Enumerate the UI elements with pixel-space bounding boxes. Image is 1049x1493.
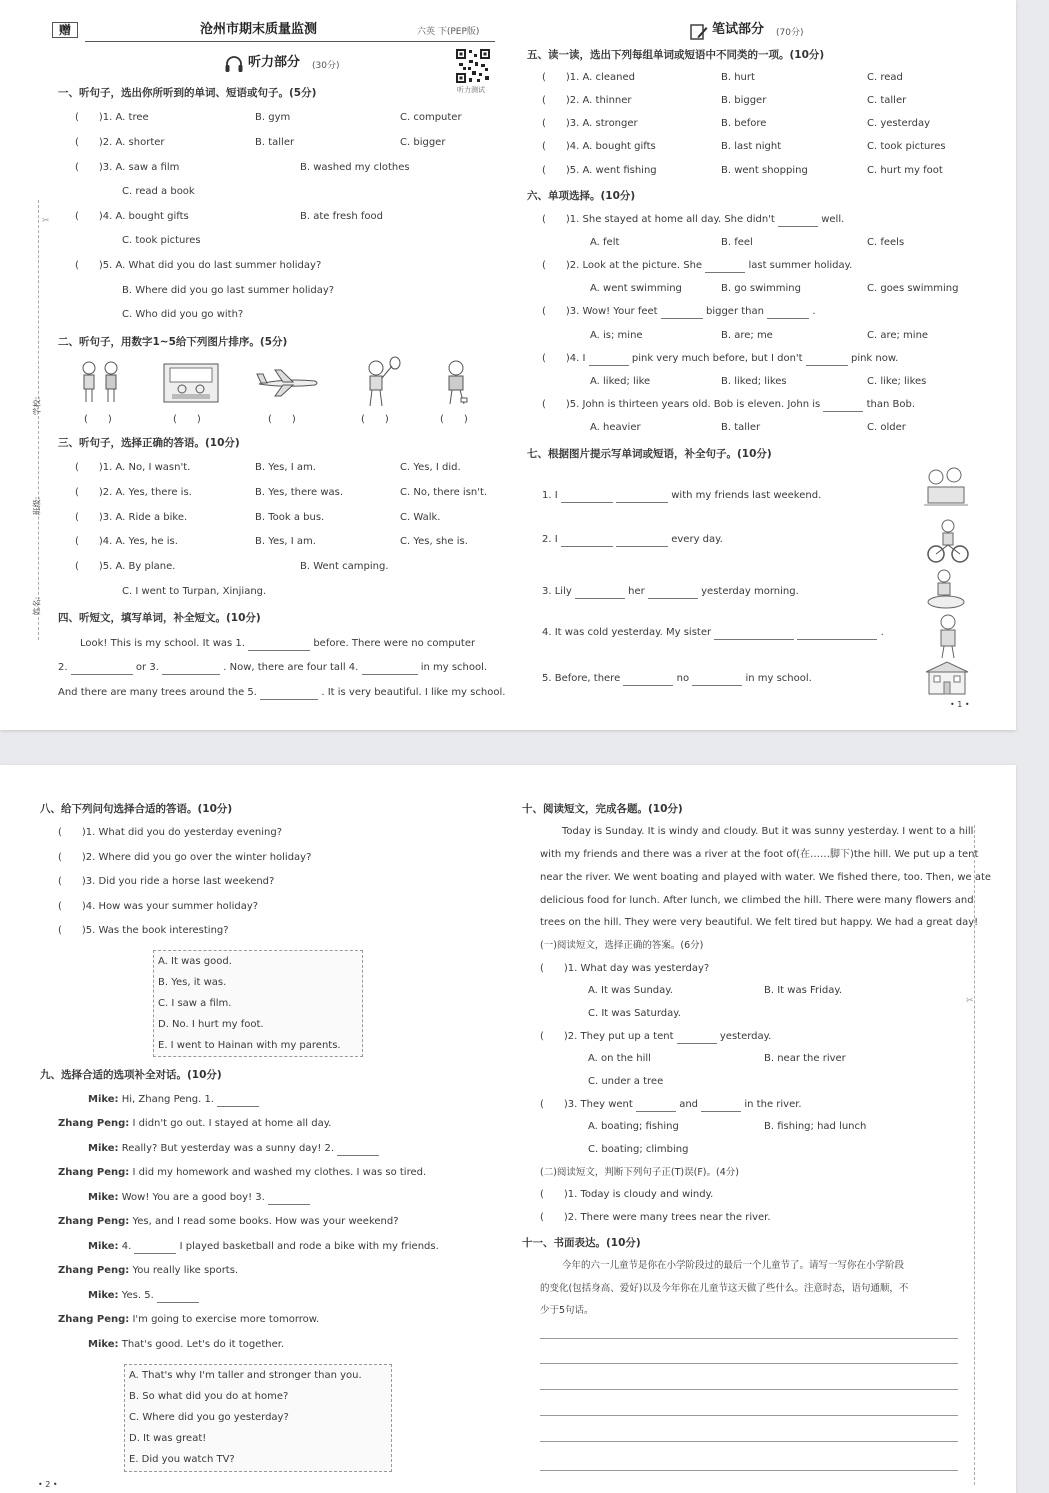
q5-3-b[interactable]: B. before xyxy=(721,118,767,129)
question-text: and xyxy=(679,1099,699,1110)
line-text: Hi, Zhang Peng. 1. xyxy=(121,1094,214,1105)
option-c: C. I saw a film. xyxy=(158,998,232,1009)
qr-caption: 听力测试 xyxy=(457,86,485,94)
q10-1-a[interactable]: A. It was Sunday. xyxy=(588,985,673,996)
binding-line-right xyxy=(974,825,975,1485)
blank-1[interactable] xyxy=(248,638,310,651)
section-9-heading: 九、选择合适的选项补全对话。(10分) xyxy=(40,1069,222,1081)
q7-3 xyxy=(542,586,799,599)
cloze-text: 2. xyxy=(58,662,68,673)
line-text: Really? But yesterday was a sunny day! 2. xyxy=(121,1143,335,1154)
blank[interactable] xyxy=(701,1099,741,1112)
order-bracket-5[interactable]: ( ) xyxy=(440,414,468,425)
line-text: I played basketball and rode a bike with my friends. xyxy=(179,1241,439,1252)
question-text: pink now. xyxy=(850,353,899,364)
qr-code[interactable] xyxy=(455,48,491,88)
q3-2-c[interactable]: C. No, there isn't. xyxy=(400,487,488,498)
section-3-heading: 三、听句子，选择正确的答语。(10分) xyxy=(58,437,240,449)
q8-1[interactable]: ( )1. What did you do yesterday evening? xyxy=(58,827,283,838)
q3-5-b[interactable]: B. Went camping. xyxy=(300,561,389,572)
q1-4-a[interactable]: ( )4. A. bought gifts xyxy=(75,211,189,222)
writing-title: 笔试部分 xyxy=(712,22,765,37)
cut-mark-icon: ✂ xyxy=(42,216,50,226)
item-text: 5. Before, there xyxy=(542,673,621,684)
q5-4-c[interactable]: C. took pictures xyxy=(867,141,946,152)
blank[interactable] xyxy=(157,1290,199,1303)
option-d: D. It was great! xyxy=(129,1433,207,1444)
q6-4-c[interactable]: C. like; likes xyxy=(867,376,927,387)
writing-line[interactable] xyxy=(540,1363,958,1364)
line-text: You really like sports. xyxy=(132,1265,239,1276)
q3-1-b[interactable]: B. Yes, I am. xyxy=(255,462,316,473)
question-text: ( )5. John is thirteen years old. Bob is eleven. John is xyxy=(542,399,821,410)
q6-5-b[interactable]: B. taller xyxy=(721,422,761,433)
q10-3-a[interactable]: A. boating; fishing xyxy=(588,1121,679,1132)
q10-3-b[interactable]: B. fishing; had lunch xyxy=(764,1121,867,1132)
q1-2-b[interactable]: B. taller xyxy=(255,137,295,148)
cloze-text: or 3. xyxy=(135,662,159,673)
q5-2-a[interactable]: ( )2. A. thinner xyxy=(542,95,632,106)
dialogue-line-5 xyxy=(88,1192,310,1205)
question-text: ( )3. Wow! Your feet xyxy=(542,306,658,317)
header-rule xyxy=(85,41,495,42)
order-bracket-4[interactable]: ( ) xyxy=(361,414,389,425)
tf-2[interactable]: ( )2. There were many trees near the river. xyxy=(540,1212,771,1223)
passage-line-2: with my friends and there was a river at the foot of(在……脚下)the hill. We put up a tent xyxy=(540,849,979,860)
q7-2 xyxy=(542,534,723,547)
question-text: last summer holiday. xyxy=(748,260,853,271)
question-text: ( )1. She stayed at home all day. She didn't xyxy=(542,214,775,225)
blank[interactable] xyxy=(623,673,673,686)
cloze-text: before. There were no computer xyxy=(313,638,476,649)
q3-1-c[interactable]: C. Yes, I did. xyxy=(400,462,461,473)
school-building-picture xyxy=(924,660,970,700)
q10-2-c[interactable]: C. under a tree xyxy=(588,1076,664,1087)
option-a: A. That's why I'm taller and stronger than you. xyxy=(129,1370,362,1381)
item-text: with my friends last weekend. xyxy=(671,490,822,501)
q10-3-c[interactable]: C. boating; climbing xyxy=(588,1144,689,1155)
passage-line-3: near the river. We went boating and played with water. We fished there, too. Then, we ate xyxy=(540,872,992,883)
exam-title: 沧州市期末质量监测 xyxy=(200,22,318,37)
margin-label-school: 学校: xyxy=(32,396,42,416)
blank[interactable] xyxy=(797,627,877,640)
order-bracket-3[interactable]: ( ) xyxy=(268,414,296,425)
speaker: Mike: xyxy=(88,1094,119,1105)
section-1-heading: 一、听句子，选出你所听到的单词、短语或句子。(5分) xyxy=(58,87,317,99)
exam-page-2 xyxy=(0,765,1016,1493)
writing-line[interactable] xyxy=(540,1415,958,1416)
question-text: . xyxy=(812,306,816,317)
speaker: Mike: xyxy=(88,1339,119,1350)
margin-label-class: 班级: xyxy=(32,496,42,516)
speaker: Zhang Peng: xyxy=(58,1265,130,1276)
blank[interactable] xyxy=(823,399,863,412)
option-a: A. It was good. xyxy=(158,956,232,967)
dialogue-line-1 xyxy=(88,1094,259,1107)
q5-4-a[interactable]: ( )4. A. bought gifts xyxy=(542,141,656,152)
injured-boy-picture xyxy=(440,358,476,410)
option-b: B. Yes, it was. xyxy=(158,977,227,988)
speaker: Zhang Peng: xyxy=(58,1216,130,1227)
question-text: ( )4. I xyxy=(542,353,586,364)
passage-line-1: Today is Sunday. It is windy and cloudy. But it was sunny yesterday. I went to a hill xyxy=(562,826,974,837)
item-text: 2. I xyxy=(542,534,558,545)
writing-line[interactable] xyxy=(540,1389,958,1390)
q8-2[interactable]: ( )2. Where did you go over the winter holiday? xyxy=(58,852,312,863)
blank-5[interactable] xyxy=(260,687,318,700)
q1-1-c[interactable]: C. computer xyxy=(400,112,462,123)
question-text: ( )2. They put up a tent xyxy=(540,1031,674,1042)
classroom-picture xyxy=(162,362,220,408)
q3-1-a[interactable]: ( )1. A. No, I wasn't. xyxy=(75,462,191,473)
question-text: well. xyxy=(821,214,845,225)
friends-picnic-picture xyxy=(922,465,970,513)
q5-1-c[interactable]: C. read xyxy=(867,72,903,83)
order-bracket-2[interactable]: ( ) xyxy=(173,414,201,425)
speaker: Zhang Peng: xyxy=(58,1118,130,1129)
q3-2-a[interactable]: ( )2. A. Yes, there is. xyxy=(75,487,192,498)
blank[interactable] xyxy=(778,214,818,227)
answer-options-box xyxy=(153,950,363,1057)
q10-3 xyxy=(540,1099,802,1112)
q5-3-a[interactable]: ( )3. A. stronger xyxy=(542,118,638,129)
question-text: in the river. xyxy=(744,1099,802,1110)
q8-5[interactable]: ( )5. Was the book interesting? xyxy=(58,925,229,936)
page-number: • 1 • xyxy=(950,700,970,709)
blank-2[interactable] xyxy=(71,662,133,675)
cloze-text: Look! This is my school. It was 1. xyxy=(80,638,245,649)
q6-5 xyxy=(542,399,915,412)
writing-prompt-line-1: 今年的六一儿童节是你在小学阶段过的最后一个儿童节了。请写一写你在小学阶段 xyxy=(562,1260,905,1271)
sick-girl-picture xyxy=(930,612,966,664)
blank[interactable] xyxy=(636,1099,676,1112)
q6-4 xyxy=(542,353,898,366)
blank[interactable] xyxy=(806,353,848,366)
q5-2-b[interactable]: B. bigger xyxy=(721,95,767,106)
question-text: ( )2. Look at the picture. She xyxy=(542,260,703,271)
q5-5-b[interactable]: B. went shopping xyxy=(721,165,808,176)
exam-page-1 xyxy=(0,0,1016,730)
q10-2 xyxy=(540,1031,771,1044)
q1-5-b[interactable]: B. Where did you go last summer holiday? xyxy=(122,285,335,296)
line-text: Wow! You are a good boy! 3. xyxy=(121,1192,265,1203)
blank[interactable] xyxy=(134,1241,176,1254)
q6-1-b[interactable]: B. feel xyxy=(721,237,753,248)
q5-5-c[interactable]: C. hurt my foot xyxy=(867,165,943,176)
q3-3-c[interactable]: C. Walk. xyxy=(400,512,441,523)
order-bracket-1[interactable]: ( ) xyxy=(84,414,112,425)
blank-3[interactable] xyxy=(162,662,220,675)
q6-1-c[interactable]: C. feels xyxy=(867,237,905,248)
q1-3-c[interactable]: C. read a book xyxy=(122,186,195,197)
q1-5-a[interactable]: ( )5. A. What did you do last summer holiday? xyxy=(75,260,322,271)
q5-1-a[interactable]: ( )1. A. cleaned xyxy=(542,72,635,83)
item-text: . xyxy=(880,627,884,638)
dialogue-line-7 xyxy=(88,1241,439,1254)
two-kids-picture xyxy=(75,360,127,408)
q8-4[interactable]: ( )4. How was your summer holiday? xyxy=(58,901,259,912)
speaker: Zhang Peng: xyxy=(58,1314,130,1325)
girl-washing-picture xyxy=(922,568,970,614)
q7-4 xyxy=(542,627,884,640)
section-7-heading: 七、根据图片提示写单词或短语，补全句子。(10分) xyxy=(527,448,772,460)
writing-line[interactable] xyxy=(540,1338,958,1339)
q6-5-a[interactable]: A. heavier xyxy=(590,422,641,433)
blank[interactable] xyxy=(705,260,745,273)
question-text: yesterday. xyxy=(719,1031,772,1042)
dialogue-line-9 xyxy=(88,1290,199,1303)
section-2-heading: 二、听句子，用数字1~5给下列图片排序。(5分) xyxy=(58,336,288,348)
q6-3-c[interactable]: C. are; mine xyxy=(867,330,929,341)
item-text: her xyxy=(628,586,645,597)
option-e: E. I went to Hainan with my parents. xyxy=(158,1040,341,1051)
q6-1 xyxy=(542,214,844,227)
q7-5 xyxy=(542,673,812,686)
q7-1 xyxy=(542,490,821,503)
dialogue-line-3 xyxy=(88,1143,379,1156)
section-8-heading: 八、给下列问句选择合适的答语。(10分) xyxy=(40,803,233,815)
cloze-line-2 xyxy=(58,662,487,675)
writing-score: (70分) xyxy=(776,28,804,38)
q3-3-b[interactable]: B. Took a bus. xyxy=(255,512,325,523)
speaker: Mike: xyxy=(88,1241,119,1252)
edition-label: 六英 下(PEP版) xyxy=(417,27,480,37)
speaker: Zhang Peng: xyxy=(58,1167,130,1178)
dialogue-line-11 xyxy=(88,1339,284,1351)
blank[interactable] xyxy=(648,586,698,599)
q3-5-c[interactable]: C. I went to Turpan, Xinjiang. xyxy=(122,586,267,597)
section-10-heading: 十、阅读短文，完成各题。(10分) xyxy=(522,803,683,815)
q10-1-c[interactable]: C. It was Saturday. xyxy=(588,1008,681,1019)
option-b: B. So what did you do at home? xyxy=(129,1391,289,1402)
q3-4-c[interactable]: C. Yes, she is. xyxy=(400,536,468,547)
q5-4-b[interactable]: B. last night xyxy=(721,141,782,152)
speaker: Mike: xyxy=(88,1143,119,1154)
q5-5-a[interactable]: ( )5. A. went fishing xyxy=(542,165,657,176)
question-text: ( )3. They went xyxy=(540,1099,633,1110)
writing-prompt-line-2: 的变化(包括身高、爱好)以及今年你在儿童节这天做了些什么。注意时态，语句通顺，不 xyxy=(540,1283,909,1294)
cloze-text: in my school. xyxy=(420,662,488,673)
q3-3-a[interactable]: ( )3. A. Ride a bike. xyxy=(75,512,188,523)
q3-4-b[interactable]: B. Yes, I am. xyxy=(255,536,316,547)
q10-1: ( )1. What day was yesterday? xyxy=(540,963,710,974)
part-1-heading: (一)阅读短文，选择正确的答案。(6分) xyxy=(540,940,704,951)
q1-1-b[interactable]: B. gym xyxy=(255,112,291,123)
line-text: I didn't go out. I stayed at home all day. xyxy=(132,1118,332,1129)
question-text: bigger than xyxy=(705,306,764,317)
option-d: D. No. I hurt my foot. xyxy=(158,1019,264,1030)
cloze-text: . It is very beautiful. I like my school. xyxy=(321,687,506,698)
q3-2-b[interactable]: B. Yes, there was. xyxy=(255,487,344,498)
q1-2-c[interactable]: C. bigger xyxy=(400,137,446,148)
q1-4-b[interactable]: B. ate fresh food xyxy=(300,211,383,222)
q5-3-c[interactable]: C. yesterday xyxy=(867,118,931,129)
question-text: pink very much before, but I don't xyxy=(631,353,803,364)
dialogue-line-6 xyxy=(58,1216,399,1228)
passage-line-5: trees on the hill. They were very beautiful. We felt tired but happy. We had a great day! xyxy=(540,917,979,928)
q8-3[interactable]: ( )3. Did you ride a horse last weekend? xyxy=(58,876,275,887)
blank[interactable] xyxy=(767,306,809,319)
q6-2-b[interactable]: B. go swimming xyxy=(721,283,801,294)
blank[interactable] xyxy=(616,534,668,547)
item-text: 3. Lily xyxy=(542,586,572,597)
q6-2-a[interactable]: A. went swimming xyxy=(590,283,682,294)
writing-prompt-line-3: 少于5句话。 xyxy=(540,1305,594,1316)
page-number: • 2 • xyxy=(38,1480,58,1489)
passage-line-4: delicious food for lunch. After lunch, we climbed the hill. There were many flowers and xyxy=(540,895,974,906)
line-text: Yes, and I read some books. How was your weekend? xyxy=(132,1216,399,1227)
q1-2-a[interactable]: ( )2. A. shorter xyxy=(75,137,165,148)
blank[interactable] xyxy=(692,673,742,686)
q1-1-a[interactable]: ( )1. A. tree xyxy=(75,112,149,123)
item-text: 1. I xyxy=(542,490,558,501)
section-11-heading: 十一、书面表达。(10分) xyxy=(522,1237,641,1249)
line-text: Yes. 5. xyxy=(121,1290,154,1301)
gift-badge: 赠 xyxy=(52,22,78,38)
q6-2-c[interactable]: C. goes swimming xyxy=(867,283,959,294)
q1-3-b[interactable]: B. washed my clothes xyxy=(300,162,410,173)
option-e: E. Did you watch TV? xyxy=(129,1454,235,1465)
section-5-heading: 五、读一读，选出下列每组单词或短语中不同类的一项。(10分) xyxy=(527,49,825,61)
pencil-icon xyxy=(690,23,708,45)
blank[interactable] xyxy=(268,1192,310,1205)
q6-3-a[interactable]: A. is; mine xyxy=(590,330,643,341)
cloze-line-1 xyxy=(80,638,475,651)
q10-2-b[interactable]: B. near the river xyxy=(764,1053,846,1064)
option-c: C. Where did you go yesterday? xyxy=(129,1412,289,1423)
blank[interactable] xyxy=(337,1143,379,1156)
margin-label-name: 姓名: xyxy=(32,596,42,616)
speaker: Mike: xyxy=(88,1290,119,1301)
q6-3-b[interactable]: B. are; me xyxy=(721,330,773,341)
blank[interactable] xyxy=(714,627,794,640)
blank-4[interactable] xyxy=(362,662,418,675)
part-2-heading: (二)阅读短文，判断下列句子正(T)误(F)。(4分) xyxy=(540,1167,739,1178)
item-text: yesterday morning. xyxy=(701,586,799,597)
dialogue-line-8 xyxy=(58,1265,238,1277)
line-text: 4. xyxy=(121,1241,132,1252)
q6-2 xyxy=(542,260,852,273)
q10-1-b[interactable]: B. It was Friday. xyxy=(764,985,843,996)
q1-4-c[interactable]: C. took pictures xyxy=(122,235,201,246)
q10-2-a[interactable]: A. on the hill xyxy=(588,1053,651,1064)
section-4-heading: 四、听短文，填写单词，补全短文。(10分) xyxy=(58,612,261,624)
q6-1-a[interactable]: A. felt xyxy=(590,237,620,248)
tf-1[interactable]: ( )1. Today is cloudy and windy. xyxy=(540,1189,714,1200)
item-text: every day. xyxy=(671,534,723,545)
badminton-girl-picture xyxy=(358,356,404,412)
listening-title: 听力部分 xyxy=(248,55,301,70)
cloze-line-3 xyxy=(58,687,505,700)
cut-mark-icon: ✂ xyxy=(966,996,974,1006)
blank[interactable] xyxy=(217,1094,259,1107)
headphones-icon xyxy=(224,55,244,77)
dialogue-line-10 xyxy=(58,1314,319,1326)
boy-riding-bike-picture xyxy=(926,518,970,568)
q6-5-c[interactable]: C. older xyxy=(867,422,906,433)
section-6-heading: 六、单项选择。(10分) xyxy=(527,190,636,202)
q5-1-b[interactable]: B. hurt xyxy=(721,72,755,83)
cloze-text: And there are many trees around the 5. xyxy=(58,687,257,698)
binding-line xyxy=(38,200,39,640)
writing-line[interactable] xyxy=(540,1470,958,1471)
blank[interactable] xyxy=(677,1031,717,1044)
blank[interactable] xyxy=(589,353,629,366)
q6-4-a[interactable]: A. liked; like xyxy=(590,376,651,387)
writing-line[interactable] xyxy=(540,1441,958,1442)
line-text: I'm going to exercise more tomorrow. xyxy=(132,1314,320,1325)
q3-5-a[interactable]: ( )5. A. By plane. xyxy=(75,561,176,572)
blank[interactable] xyxy=(661,306,703,319)
q3-4-a[interactable]: ( )4. A. Yes, he is. xyxy=(75,536,178,547)
q1-3-a[interactable]: ( )3. A. saw a film xyxy=(75,162,180,173)
q6-4-b[interactable]: B. liked; likes xyxy=(721,376,787,387)
item-text: no xyxy=(676,673,690,684)
dialogue-options-box xyxy=(124,1364,392,1472)
dialogue-line-2 xyxy=(58,1118,331,1130)
q6-3 xyxy=(542,306,816,319)
line-text: I did my homework and washed my clothes. I was so tired. xyxy=(132,1167,427,1178)
cloze-text: . Now, there are four tall 4. xyxy=(223,662,359,673)
dialogue-line-4 xyxy=(58,1167,426,1179)
blank[interactable] xyxy=(561,490,613,503)
q5-2-c[interactable]: C. taller xyxy=(867,95,907,106)
q1-5-c[interactable]: C. Who did you go with? xyxy=(122,309,244,320)
line-text: That's good. Let's do it together. xyxy=(121,1339,285,1350)
item-text: in my school. xyxy=(745,673,812,684)
blank[interactable] xyxy=(561,534,613,547)
speaker: Mike: xyxy=(88,1192,119,1203)
item-text: 4. It was cold yesterday. My sister xyxy=(542,627,712,638)
blank[interactable] xyxy=(575,586,625,599)
question-text: than Bob. xyxy=(866,399,916,410)
blank[interactable] xyxy=(616,490,668,503)
listening-score: (30分) xyxy=(312,61,340,71)
airplane-picture xyxy=(255,368,321,402)
